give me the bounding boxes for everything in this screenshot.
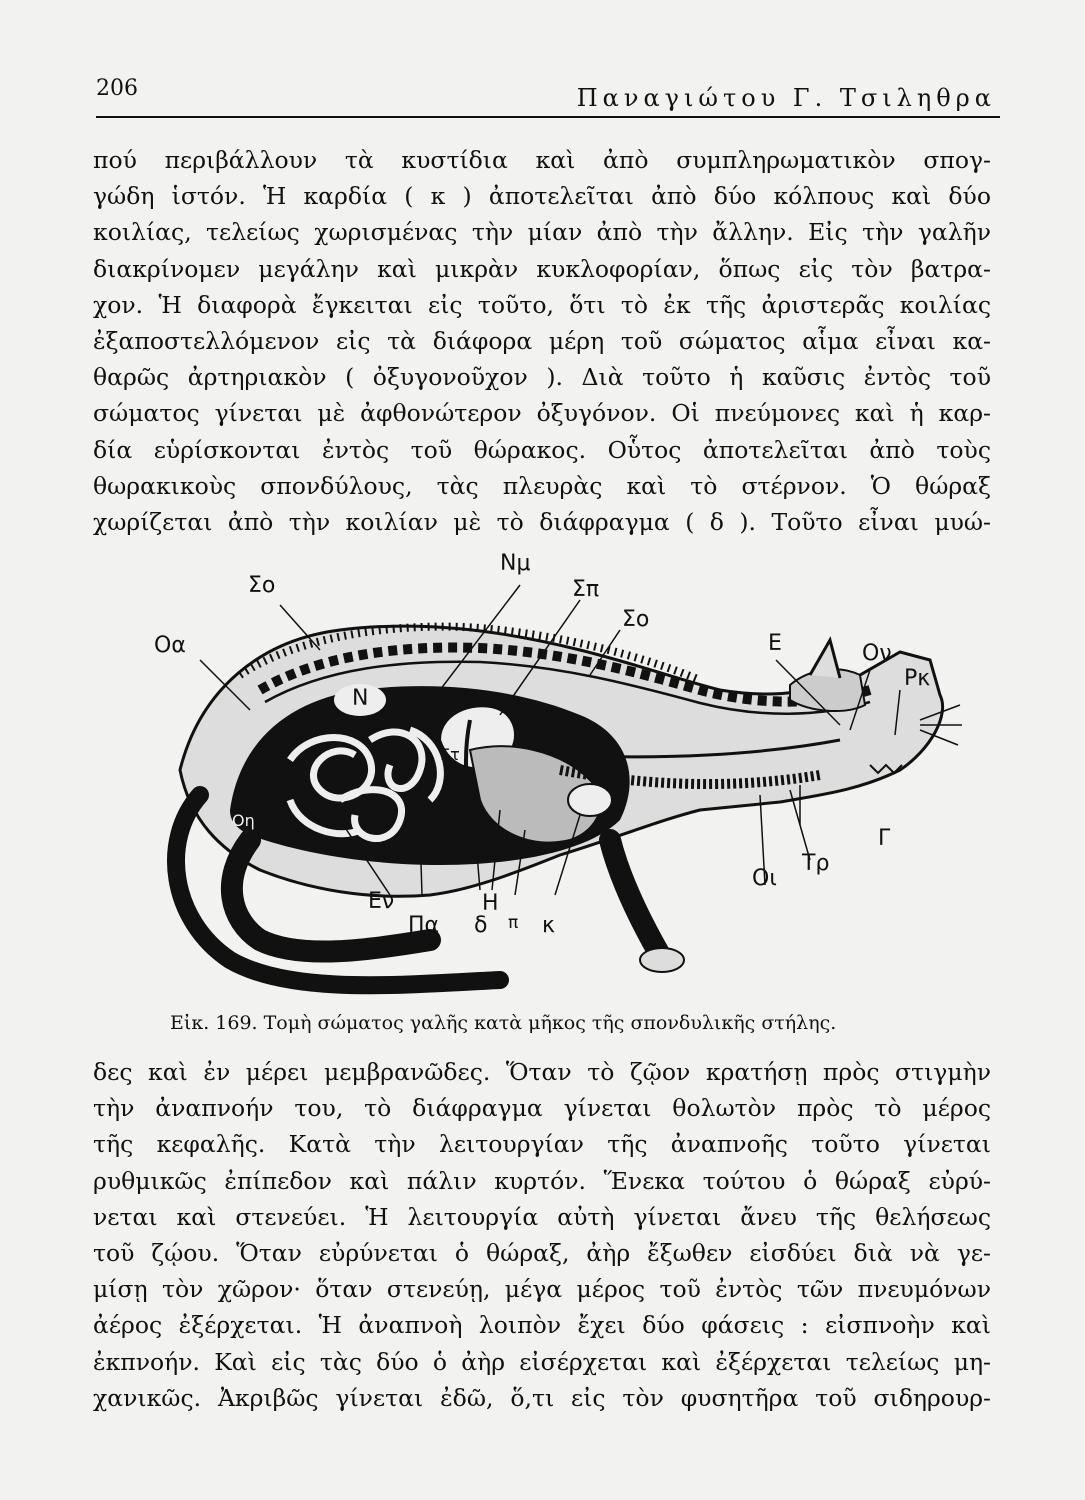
text-line: δία εὑρίσκονται ἐντὸς τοῦ θώρακος. Οὗτος ἀποτελεῖται ἀπὸ τοὺς — [93, 435, 991, 464]
text-line: κοιλίας, τελείως χωρισμένας τὴν μίαν ἀπὸ τὴν ἄλλην. Εἰς τὴν γαλῆν — [93, 218, 991, 247]
label-e: Ε — [768, 631, 782, 656]
text-line: θωρακικοὺς σπονδύλους, τὰς πλευρὰς καὶ τὸ στέρνον. Ὁ θώραξ — [93, 471, 991, 500]
ear — [810, 640, 840, 678]
label-oh: Οη — [232, 811, 255, 830]
label-h: Η — [482, 891, 499, 916]
label-sp: Σπ — [572, 577, 600, 602]
label-n: Ν — [352, 686, 369, 711]
text-line: γώδη ἱστόν. Ἡ καρδία ( κ ) ἀποτελεῖται ἀπὸ δύο κόλπους καὶ δύο — [93, 182, 991, 211]
front-paw — [640, 948, 684, 972]
page-header — [96, 70, 996, 118]
label-nm: Νμ — [500, 551, 531, 576]
label-oa: Οα — [154, 633, 186, 658]
text-line: ἀέρος ἐξέρχεται. Ἡ ἀναπνοὴ λοιπὸν ἔχει δύο φάσεις : εἰσπνοὴν καὶ — [93, 1311, 991, 1340]
text-line: πού περιβάλλουν τὰ κυστίδια καὶ ἀπὸ συμπληρωματικὸν σπογ- — [93, 146, 991, 174]
text-line: νεται καὶ στενεύει. Ἡ λειτουργία αὐτὴ γίνεται ἄνευ τῆς θελήσεως — [93, 1202, 991, 1231]
page-number: 206 — [96, 76, 138, 101]
text-line: σώματος γίνεται μὲ ἀφθονώτερον ὀξυγόνον. Οἱ πνεύμονες καὶ ἡ καρ- — [93, 399, 991, 428]
label-d: δ — [474, 913, 488, 938]
text-line: τὴν ἀναπνοήν του, τὸ διάφραγμα γίνεται θολωτὸν πρὸς τὸ μέρος — [93, 1094, 991, 1123]
text-line: δες καὶ ἐν μέρει μεμβρανῶδες. Ὅταν τὸ ζῷον κρατήσῃ πρὸς στιγμὴν — [93, 1058, 991, 1086]
text-line: μίσῃ τὸν χῶρον· ὅταν στενεύῃ, μέγα μέρος τοῦ ἐντὸς τῶν πνευμόνων — [93, 1275, 991, 1304]
figure-caption: Εἰκ. 169. Τομὴ σώματος γαλῆς κατὰ μῆκος τῆς σπονδυλικῆς στήλης. — [170, 1012, 837, 1034]
text-line: ἐκπνοήν. Καὶ εἰς τὰς δύο ὁ ἀὴρ εἰσέρχεται καὶ ἐξέρχεται τελείως μη- — [93, 1347, 991, 1376]
text-line: ρυθμικῶς ἐπίπεδον καὶ πάλιν κυρτόν. Ἕνεκα τούτου ὁ θώραξ εὐρύ- — [93, 1166, 991, 1195]
header-rule — [96, 116, 1000, 118]
label-so-right: Σο — [622, 607, 650, 632]
label-k: κ — [542, 913, 555, 938]
text-line: θαρῶς ἀρτηριακὸν ( ὀξυγονοῦχον ). Διὰ τοῦτο ἡ καῦσις ἐντὸς τοῦ — [93, 363, 991, 392]
label-en: Εν — [368, 889, 395, 914]
text-line: διακρίνομεν μεγάλην καὶ μικρὰν κυκλοφορίαν, ὅπως εἰς τὸν βατρα- — [93, 254, 991, 283]
text-line: τοῦ ζῴου. Ὅταν εὐρύνεται ὁ θώραξ, ἀὴρ ἔξωθεν εἰσδύει διὰ νὰ γε- — [93, 1238, 991, 1267]
label-so-left: Σο — [248, 573, 276, 598]
label-on: Ον — [862, 641, 892, 666]
label-oi: Οι — [752, 866, 777, 891]
text-line: χον. Ἡ διαφορὰ ἔγκειται εἰς τοῦτο, ὅτι τὸ ἐκ τῆς ἀριστερᾶς κοιλίας — [93, 290, 991, 319]
running-head: Παναγιώτου Γ. Τσιληθρα — [576, 84, 996, 112]
text-line: χωρίζεται ἀπὸ τὴν κοιλίαν μὲ τὸ διάφραγμα ( δ ). Τοῦτο εἶναι μυώ- — [93, 507, 991, 536]
label-p: π — [508, 913, 519, 933]
paragraph-bottom — [93, 1054, 991, 1416]
label-tr: Τρ — [802, 851, 830, 876]
label-g: Γ — [878, 826, 891, 851]
front-leg — [610, 840, 660, 955]
text-line: τῆς κεφαλῆς. Κατὰ τὴν λειτουργίαν τῆς ἀναπνοῆς τοῦτο γίνεται — [93, 1130, 991, 1159]
heart — [568, 784, 612, 816]
cat-section-figure — [140, 540, 980, 1010]
text-line: ἐξαποστελλόμενον εἰς τὰ διάφορα μέρη τοῦ σώματος αἷμα εἶναι κα- — [93, 326, 991, 355]
paragraph-top — [93, 142, 991, 540]
label-rk: Ρκ — [904, 666, 931, 691]
label-pa: Πα — [408, 913, 440, 938]
label-st: Στ — [440, 745, 460, 764]
text-line: χανικῶς. Ἀκριβῶς γίνεται ἐδῶ, ὅ,τι εἰς τὸν φυσητῆρα τοῦ σιδηρουρ- — [93, 1383, 991, 1412]
cat-anatomy-illustration — [140, 540, 980, 1010]
